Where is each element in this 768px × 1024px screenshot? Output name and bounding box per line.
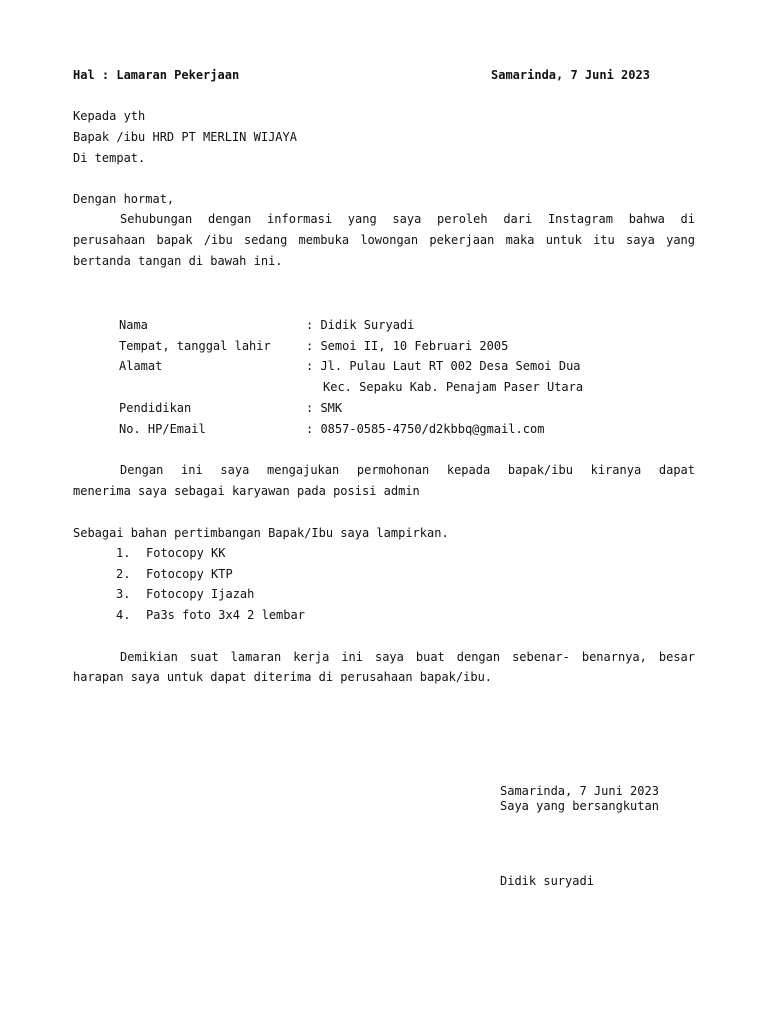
name-value: : Didik Suryadi — [306, 318, 415, 332]
recipient-line-3: Di tempat. — [73, 151, 146, 165]
closing-line-1: Demikian suat lamaran kerja ini saya buat dengan sebenar- benarnya, besar — [120, 650, 695, 664]
recipient-line-1: Kepada yth — [73, 109, 146, 123]
attachment-number: 4. — [116, 608, 131, 622]
attachment-number: 3. — [116, 587, 131, 601]
signature-role: Saya yang bersangkutan — [500, 799, 659, 813]
subject-line: Hal : Lamaran Pekerjaan — [73, 68, 240, 82]
closing-line-2: harapan saya untuk dapat diterima di perusahaan bapak/ibu. — [73, 670, 493, 684]
attachment-number: 2. — [116, 567, 131, 581]
application-line-2: menerima saya sebagai karyawan pada posisi admin — [73, 484, 420, 498]
intro-line-3: bertanda tangan di bawah ini. — [73, 254, 283, 268]
recipient-line-2: Bapak /ibu HRD PT MERLIN WIJAYA — [73, 130, 297, 144]
contact-label: No. HP/Email — [119, 422, 206, 436]
birth-value: : Semoi II, 10 Februari 2005 — [306, 339, 509, 353]
name-label: Nama — [119, 318, 148, 332]
attachment-number: 1. — [116, 546, 131, 560]
education-value: : SMK — [306, 401, 343, 415]
contact-value: : 0857-0585-4750/d2kbbq@gmail.com — [306, 422, 545, 436]
attachment-item: Fotocopy KK — [146, 546, 226, 560]
attachment-item: Pa3s foto 3x4 2 lembar — [146, 608, 305, 622]
address-value-1: : Jl. Pulau Laut RT 002 Desa Semoi Dua — [306, 359, 581, 373]
intro-line-2: perusahaan bapak /ibu sedang membuka lowongan pekerjaan maka untuk itu saya yang — [73, 233, 695, 247]
attachment-item: Fotocopy Ijazah — [146, 587, 255, 601]
education-label: Pendidikan — [119, 401, 192, 415]
signature-place-date: Samarinda, 7 Juni 2023 — [500, 784, 659, 798]
header-place-date: Samarinda, 7 Juni 2023 — [491, 68, 650, 82]
address-label: Alamat — [119, 359, 163, 373]
greeting: Dengan hormat, — [73, 192, 175, 206]
address-value-2: Kec. Sepaku Kab. Penajam Paser Utara — [323, 380, 584, 394]
attachments-intro: Sebagai bahan pertimbangan Bapak/Ibu saya lampirkan. — [73, 526, 449, 540]
intro-line-1: Sehubungan dengan informasi yang saya peroleh dari Instagram bahwa di — [120, 212, 695, 226]
signature-name: Didik suryadi — [500, 874, 594, 888]
birth-label: Tempat, tanggal lahir — [119, 339, 271, 353]
application-line-1: Dengan ini saya mengajukan permohonan kepada bapak/ibu kiranya dapat — [120, 463, 695, 477]
attachment-item: Fotocopy KTP — [146, 567, 233, 581]
